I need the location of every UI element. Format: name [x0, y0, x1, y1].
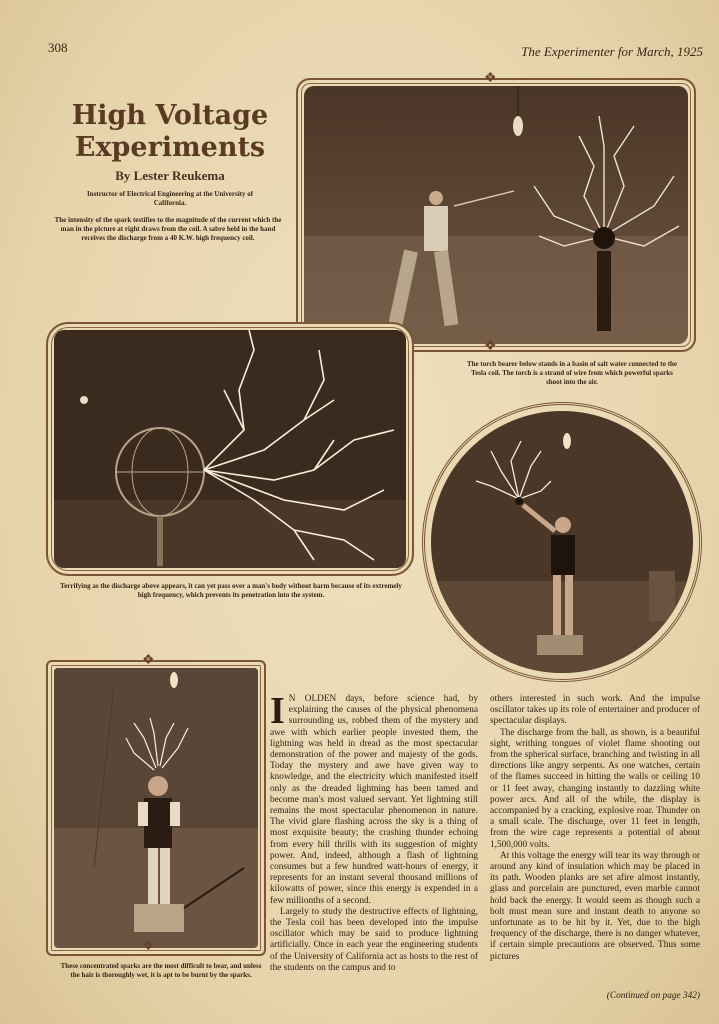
ornament-photo-top: ❖ [142, 653, 155, 668]
title-line-1: High Voltage [71, 100, 269, 131]
body-column-1 [270, 694, 478, 1012]
col1-paragraph-1: N OLDEN days, before science had, by explaining the causes of the physical phenomena surrounding us, robbed them of the mystery and awe with which earlier people invested them, the lightning was held in dread as the most spectacular demonstration of the power and majesty of the gods. Today the mystery and awe have given way to knowledge, and the electricity which manifested itself only as the dreaded lightning has been tamed and become man's most valued servant. Yet lightning still remains the most spectacular phenomenon in nature. The vivid glare flashing across the sky is a thing of most exquisite beauty; the crashing thunder echoing from every hill thrills with its suggestion of mighty power. And, indeed, although a flash of lightning consumes but a few hundred watt-hours of energy, it represents for an instant several thousand millions of kilowatts of power, since this energy is expended in a few millionths of a second. [270, 694, 478, 906]
intro-caption: The intensity of the spark testifies to the magnitude of the current which the man in the picture at right draws from the coil. A sabre held in the hand receives the discharge from a 40 K.W. high frequency coil. [54, 216, 282, 242]
byline: By Lester Reukema [115, 168, 225, 183]
torch-photo [431, 411, 693, 673]
ornament-bottom: ❖ [484, 339, 497, 354]
hair-photo-frame [46, 660, 266, 956]
hair-caption: These concentrated sparks are the most difficult to bear, and unless the hair is thoroughly wet, it is apt to be burnt by the sparks. [60, 962, 262, 979]
hair-photo [54, 668, 258, 948]
col2-paragraph-3: At this voltage the energy will tear its way through or around any kind of insulation which may be placed in its path. Wooden planks are set afire almost instantly, glass and porcelain are punctured, even marble cannot hold back the energy. It would seem as though such a bolt must mean sure and instant death to anyone so unfortunate as to be hit by it. Yet, due to the high frequency of the discharge, there is no danger whatever, if certain simple precautions are observed. Thus some pictures [490, 850, 700, 962]
continued-note: (Continued on page 342) [606, 991, 700, 1001]
torch-caption: The torch bearer below stands in a basin of salt water connected to the Tesla coil. The torch is a strand of wire from which powerful sparks shoot into the air. [466, 360, 678, 386]
sabre-photo-frame [296, 78, 696, 352]
discharge-photo [54, 330, 406, 568]
col2-paragraph-2: The discharge from the ball, as shown, is a beautiful sight, writhing tongues of violet flame shooting out from the spherical surface, branching and twisting in all directions like angry serpents. As one watches, certain of the flames succeed in hitting the walls or ceiling 10 or 11 feet away, changing instantly to dazzling white power arcs. And all of the while, the display is accompanied by a cracking, explosive roar. Thunder on a small scale. The discharge, over 11 feet in length, from the wire cage represents a potential of about 1,500,000 volts. [490, 727, 700, 850]
col1-paragraph-2: Largely to study the destructive effects of lightning, the Tesla coil has been developed into the impulse oscillator which may be said to produce lightning artificially. Once in each year the engineering students of the University of California act as hosts to the rest of the students on the campus and to [270, 906, 478, 973]
magazine-header: The Experimenter for March, 1925 [521, 44, 703, 59]
discharge-caption: Terrifying as the discharge above appears, it can yet pass over a man's body without harm because of its extremely high frequency, which prevents its penetration into the system. [60, 582, 402, 599]
drop-cap: I [270, 694, 285, 732]
page-number: 308 [48, 40, 68, 55]
body-column-2 [490, 694, 700, 1012]
title-line-2: Experiments [74, 132, 266, 163]
discharge-photo-frame [46, 322, 414, 576]
sabre-photo [304, 86, 688, 344]
article-title [60, 100, 280, 164]
ornament-photo-bottom: ❖ [142, 939, 155, 954]
torch-photo-frame [422, 402, 702, 682]
col2-paragraph-1: others interested in such work. And the impulse oscillator takes up its role of entertainer and producer of spectacular displays. [490, 694, 700, 727]
author-credit: Instructor of Electrical Engineering at the University of California. [86, 190, 254, 207]
ornament-top: ❖ [484, 71, 497, 86]
